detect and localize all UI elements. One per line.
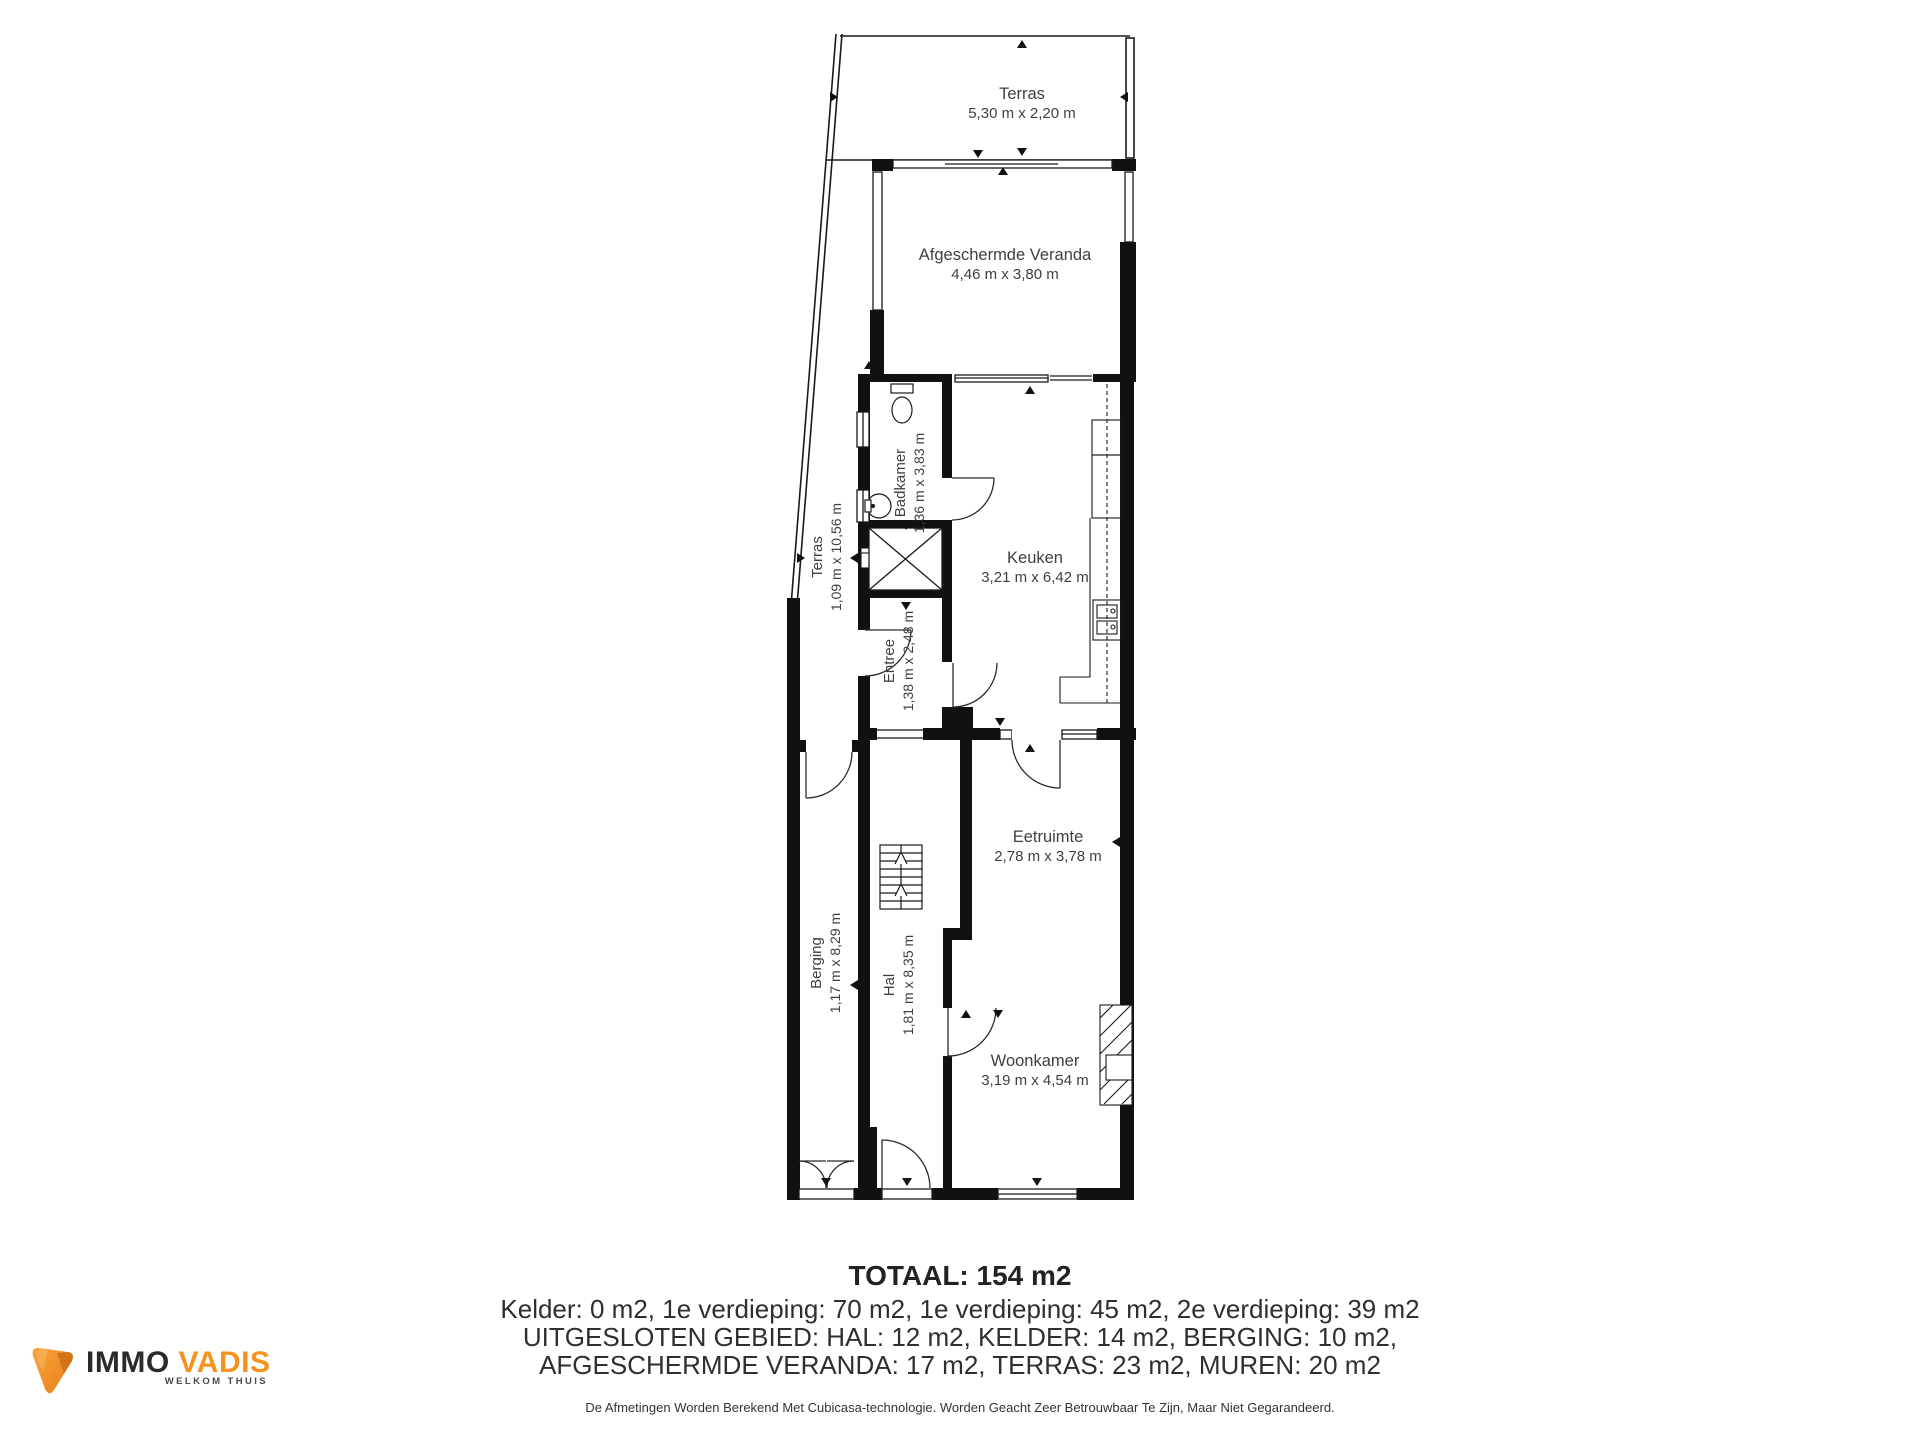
stairs-icon [880,845,922,909]
fireplace-icon [1100,1005,1132,1105]
room-name: Badkamer [892,448,909,518]
toilet-icon [891,384,913,423]
room-dims: 1,09 m x 10,56 m [828,502,844,612]
room-label-badkamer [892,433,928,533]
floor-areas-text: Kelder: 0 m2, 1e verdieping: 70 m2, 1e verdieping: 45 m2, 2e verdieping: 39 m2 [500,1294,1420,1324]
excluded-areas-text-2: AFGESCHERMDE VERANDA: 17 m2, TERRAS: 23 m2, MUREN: 20 m2 [539,1350,1381,1380]
total-area-text: TOTAAL: 154 m2 [848,1260,1072,1291]
room-dims: 1,17 m x 8,29 m [827,912,843,1014]
room-name: Terras [999,85,1045,103]
dimension-ticks [789,40,1128,1186]
room-dims: 1,36 m x 3,83 m [911,432,927,534]
room-label-terras-top [968,85,1076,123]
immo-vadis-logo [28,1342,288,1394]
logo-triangle-icon [28,1344,76,1396]
room-name: Entree [881,638,898,684]
walls [787,159,1136,1200]
room-dims: 3,19 m x 4,54 m [981,1072,1089,1089]
logo-tagline: WELKOM THUIS [164,1376,268,1387]
room-label-woonkamer [981,1052,1089,1090]
room-label-keuken [981,549,1089,587]
room-dims: 1,81 m x 8,35 m [900,934,916,1036]
logo-brand-primary: IMMO [86,1346,170,1379]
room-label-entree [881,611,917,711]
room-name: Hal [881,973,898,997]
room-dims: 2,78 m x 3,78 m [994,848,1102,865]
room-label-terras-left [809,503,845,611]
room-label-berging [808,913,844,1013]
room-dims: 3,21 m x 6,42 m [981,569,1089,586]
room-dims: 4,46 m x 3,80 m [951,266,1059,283]
disclaimer-text: De Afmetingen Worden Berekend Met Cubicasa-technologie. Worden Geacht Zeer Betrouwbaar Te Zijn, Maar Niet Gegarandeerd. [585,1400,1335,1415]
room-dims: 1,38 m x 2,48 m [900,610,916,712]
room-name: Afgeschermde Veranda [918,246,1092,264]
room-name: Terras [809,536,826,578]
void-x-box [869,528,942,590]
room-name: Berging [808,937,825,989]
room-name: Eetruimte [1012,828,1084,846]
room-name: Woonkamer [990,1052,1080,1070]
room-label-afgeschermde-veranda [919,246,1091,284]
logo-brand [86,1346,270,1380]
room-dims: 5,30 m x 2,20 m [968,105,1076,122]
excluded-areas-text: UITGESLOTEN GEBIED: HAL: 12 m2, KELDER: 14 m2, BERGING: 10 m2, [522,1322,1398,1352]
kitchen-counter [1060,384,1122,703]
room-label-hal [881,935,917,1035]
room-name: Keuken [1007,549,1063,567]
logo-brand-secondary: VADIS [178,1346,271,1379]
windows [799,160,1133,1199]
room-label-eetruimte [994,828,1102,866]
